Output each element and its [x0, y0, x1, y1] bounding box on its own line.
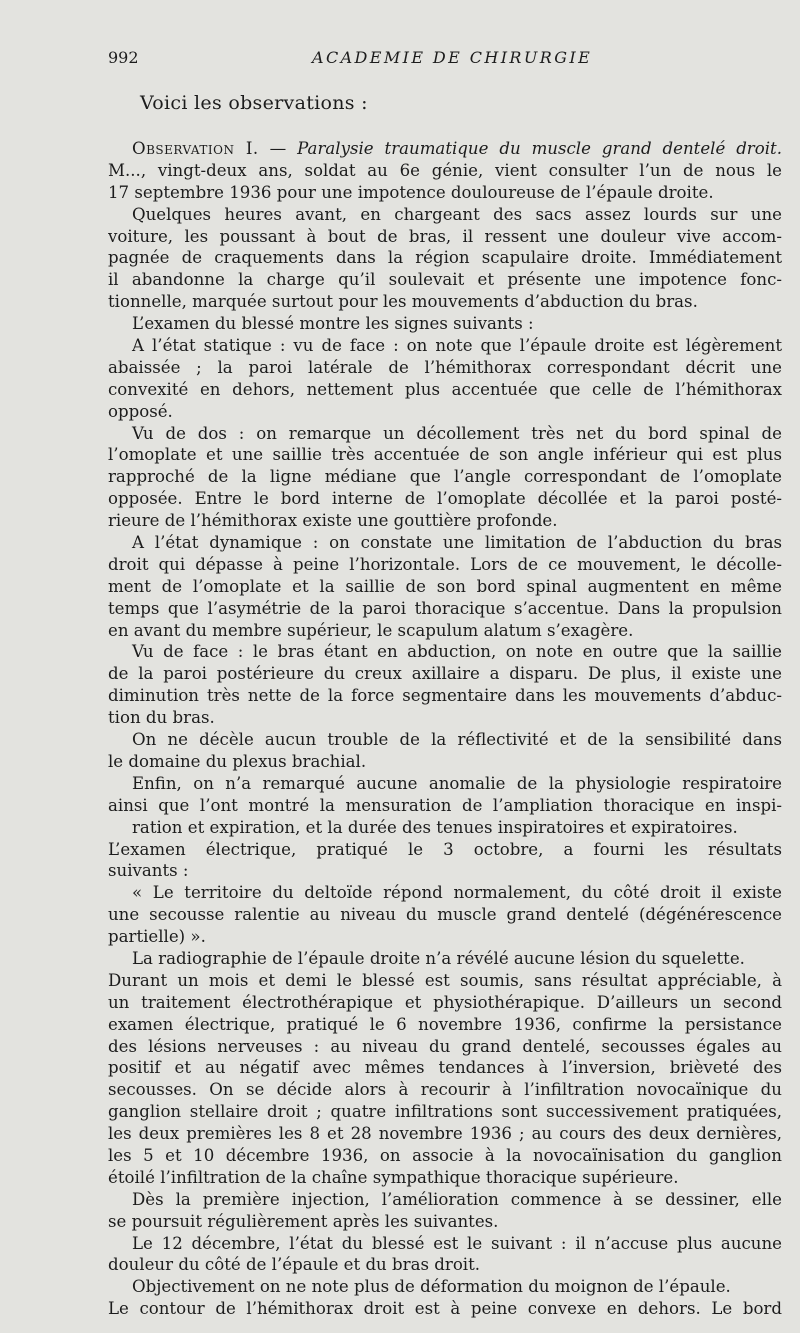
- text-line: tion du bras.: [108, 708, 215, 728]
- text-line: les deux premières les 8 et 28 novembre 1936 ; au cours des deux dernières,: [108, 1124, 782, 1144]
- text-line: abaissée ; la paroi latérale de l’hémithorax correspondant décrit une: [108, 357, 782, 377]
- text-line: On ne décèle aucun trouble de la réflectivité et de la sensibilité dans: [132, 730, 782, 750]
- text-line: Enfin, on n’a remarqué aucune anomalie de la physiologie respiratoire: [132, 773, 782, 793]
- observation-label: Observation I.: [132, 139, 259, 158]
- text-line: L’examen du blessé montre les signes suivants :: [132, 314, 534, 334]
- text-line: Le contour de l’hémithorax droit est à peine convexe en dehors. Le bord: [108, 1299, 782, 1319]
- text-line: douleur du côté de l’épaule et du bras droit.: [108, 1255, 481, 1275]
- text-line: rapproché de la ligne médiane que l’angle correspondant de l’omoplate: [108, 467, 782, 487]
- text-line: A l’état statique : vu de face : on note que l’épaule droite est légèrement: [132, 336, 782, 356]
- text-line: Durant un mois et demi le blessé est soumis, sans résultat appréciable, à: [108, 970, 782, 990]
- text-line: opposée. Entre le bord interne de l’omoplate décollée et la paroi posté-: [108, 489, 782, 509]
- text-line: A l’état dynamique : on constate une limitation de l’abduction du bras: [132, 533, 782, 553]
- text-line: l’omoplate et une saillie très accentuée de son angle inférieur qui est plus: [108, 445, 782, 465]
- text-line: un traitement électrothérapique et physiothérapique. D’ailleurs un second: [108, 992, 782, 1012]
- text-line: secousses. On se décide alors à recourir à l’infiltration novocaïnique du: [108, 1080, 782, 1100]
- text-line: en avant du membre supérieur, le scapulum alatum s’exagère.: [108, 620, 634, 640]
- text-line: Le 12 décembre, l’état du blessé est le suivant : il n’accuse plus aucune: [132, 1233, 782, 1253]
- observation-heading: [108, 138, 782, 160]
- text-line: ment de l’omoplate et la saillie de son bord spinal augmentent en même: [108, 576, 782, 596]
- text-line: « Le territoire du deltoïde répond normalement, du côté droit il existe: [132, 883, 782, 903]
- text-line: suivants :: [108, 861, 189, 881]
- text-line: 17 septembre 1936 pour une impotence douloureuse de l’épaule droite.: [108, 182, 714, 202]
- text-line: Vu de face : le bras étant en abduction, on note en outre que la saillie: [132, 642, 782, 662]
- text-line: droit qui dépasse à peine l’horizontale. Lors de ce mouvement, le décolle-: [108, 554, 782, 574]
- text-line: se poursuit régulièrement après les suivantes.: [108, 1211, 499, 1231]
- text-line: ainsi que l’ont montré la mensuration de l’ampliation thoracique en inspi-: [108, 795, 782, 815]
- text-line: ganglion stellaire droit ; quatre infiltrations sont successivement pratiquées,: [108, 1102, 782, 1122]
- text-line: des lésions nerveuses : au niveau du grand dentelé, secousses égales au: [108, 1036, 782, 1056]
- text-line: opposé.: [108, 401, 173, 421]
- text-line: M..., vingt-deux ans, soldat au 6e génie, vient consulter l’un de nous le: [108, 160, 782, 180]
- text-line: examen électrique, pratiqué le 6 novembre 1936, confirme la persistance: [108, 1014, 782, 1034]
- observation-title: Paralysie traumatique du muscle grand dentelé droit.: [297, 139, 782, 158]
- text-line: diminution très nette de la force segmentaire dans les mouvements d’abduc-: [108, 686, 782, 706]
- text-line: pagnée de craquements dans la région scapulaire droite. Immédiatement: [108, 248, 782, 268]
- text-line: Objectivement on ne note plus de déformation du moignon de l’épaule.: [132, 1277, 731, 1297]
- text-line: Quelques heures avant, en chargeant des sacs assez lourds sur une: [132, 204, 782, 224]
- text-line: La radiographie de l’épaule droite n’a révélé aucune lésion du squelette.: [132, 948, 745, 968]
- text-line: ration et expiration, et la durée des tenues inspiratoires et expiratoires.: [132, 817, 738, 837]
- running-head: ACADEMIE DE CHIRURGIE: [312, 48, 593, 67]
- text-line: tionnelle, marquée surtout pour les mouvements d’abduction du bras.: [108, 292, 698, 312]
- text-line: temps que l’asymétrie de la paroi thoracique s’accentue. Dans la propulsion: [108, 598, 782, 618]
- page-number: 992: [108, 48, 139, 67]
- body-text: [108, 138, 782, 1320]
- text-line: les 5 et 10 décembre 1936, on associe à la novocaïnisation du ganglion: [108, 1145, 782, 1165]
- text-line: L’examen électrique, pratiqué le 3 octobre, a fourni les résultats: [108, 839, 782, 859]
- text-line: étoilé l’infiltration de la chaîne sympathique thoracique supérieure.: [108, 1167, 679, 1187]
- page-header: [108, 48, 788, 72]
- text-line: positif et au négatif avec mêmes tendances à l’inversion, brièveté des: [108, 1058, 782, 1078]
- observation-dash: —: [258, 139, 298, 158]
- text-line: Vu de dos : on remarque un décollement très net du bord spinal de: [132, 423, 782, 443]
- text-line: partielle) ».: [108, 927, 206, 947]
- text-line: voiture, les poussant à bout de bras, il ressent une douleur vive accom-: [108, 226, 782, 246]
- intro-line: Voici les observations :: [140, 92, 368, 114]
- text-line: rieure de l’hémithorax existe une gouttière profonde.: [108, 511, 558, 531]
- text-line: il abandonne la charge qu’il soulevait et présente une impotence fonc-: [108, 270, 782, 290]
- text-line: une secousse ralentie au niveau du muscle grand dentelé (dégénérescence: [108, 905, 782, 925]
- text-line: Dès la première injection, l’amélioration commence à se dessiner, elle: [132, 1189, 782, 1209]
- text-line: le domaine du plexus brachial.: [108, 751, 367, 771]
- text-line: convexité en dehors, nettement plus accentuée que celle de l’hémithorax: [108, 379, 782, 399]
- text-line: de la paroi postérieure du creux axillaire a disparu. De plus, il existe une: [108, 664, 782, 684]
